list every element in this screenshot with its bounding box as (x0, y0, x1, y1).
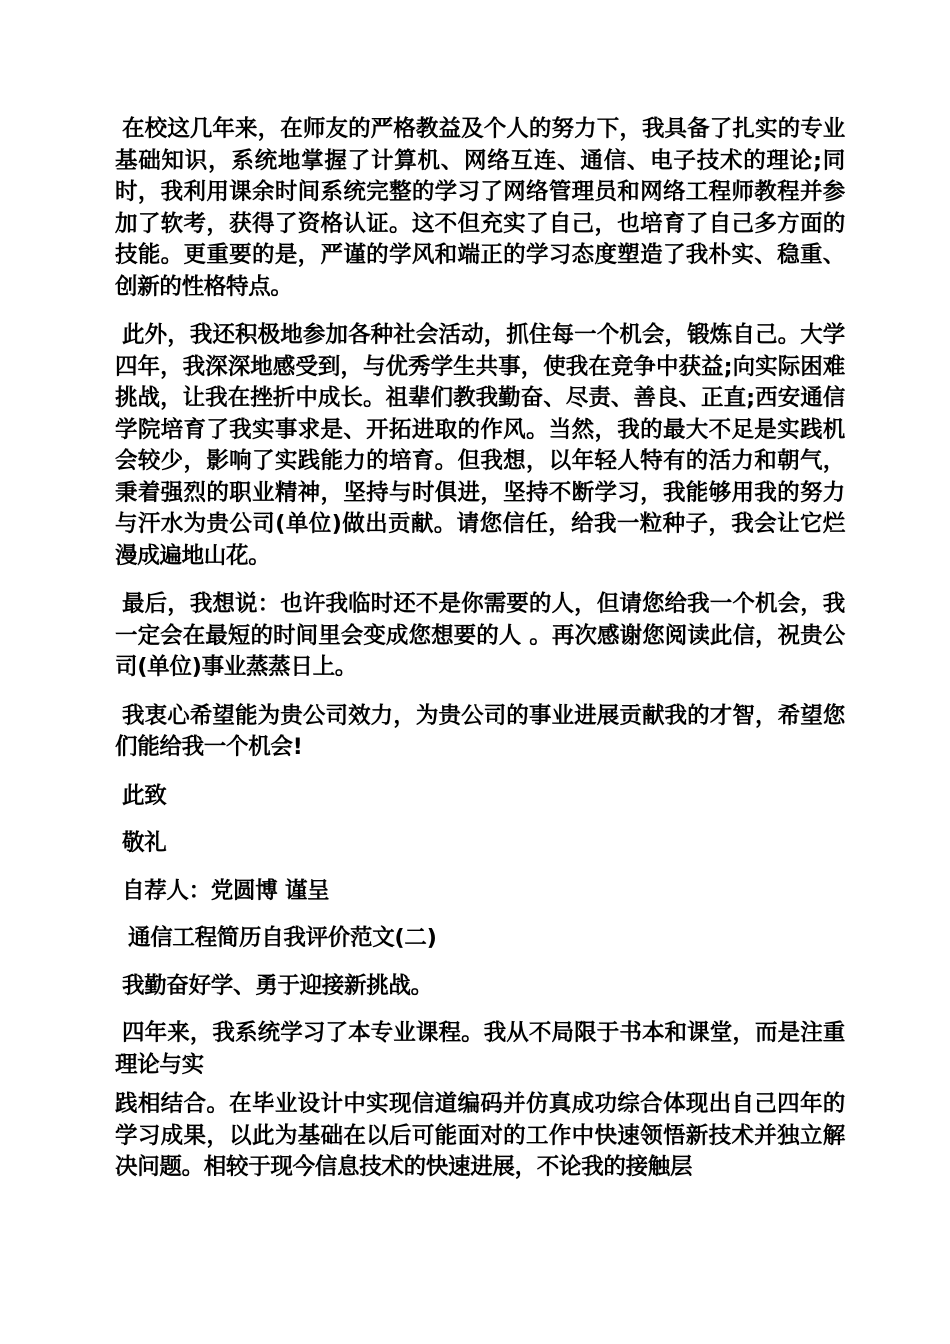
paragraph-diligent: 我勤奋好学、勇于迎接新挑战。 (122, 972, 433, 999)
paragraph-practice: 践相结合。在毕业设计中实现信道编码并仿真成功综合体现出自己四年的学习成果，以此为基础在以后可能面对的工作中快速领悟新技术并独立解决问题。相较于现今信息技术的快速进展，不论我的接触层 (115, 1091, 845, 1180)
salutation-jingli: 敬礼 (122, 830, 167, 856)
section-heading: 通信工程简历自我评价范文(二) (128, 925, 437, 951)
document-body (115, 114, 845, 1201)
paragraph-four-years: 四年来，我系统学习了本专业课程。我从不局限于书本和课堂，而是注重理论与实 (115, 1020, 845, 1078)
signature-line: 自荐人：党圆博 谨呈 (122, 877, 330, 904)
paragraph-hope: 我衷心希望能为贵公司效力，为贵公司的事业进展贡献我的才智，希望您们能给我一个机会! (115, 702, 845, 760)
salutation-cizhi: 此致 (122, 782, 167, 809)
paragraph-school-years: 在校这几年来，在师友的严格教益及个人的努力下，我具备了扎实的专业基础知识，系统地掌握了计算机、网络互连、通信、电子技术的理论;同时，我利用课余时间系统完整的学习了网络管理员和网络工程师教程并参加了软考，获得了资格认证。这不但充实了自己，也培育了自己多方面的技能。更重要的是，严谨的学风和端正的学习态度塑造了我朴实、稳重、创新的性格特点。 (115, 116, 845, 300)
paragraph-closing-thanks: 最后，我想说：也许我临时还不是你需要的人，但请您给我一个机会，我一定会在最短的时间里会变成您想要的人 。再次感谢您阅读此信，祝贵公司(单位)事业蒸蒸日上。 (115, 591, 845, 680)
paragraph-social-activities: 此外，我还积极地参加各种社会活动，抓住每一个机会，锻炼自己。大学四年，我深深地感受到，与优秀学生共事，使我在竞争中获益;向实际困难挑战，让我在挫折中成长。祖辈们教我勤奋、尽责、善良、正直;西安通信学院培育了我实事求是、开拓进取的作风。当然，我的最大不足是实践机会较少，影响了实践能力的培育。但我想，以年轻人特有的活力和朝气，秉着强烈的职业精神，坚持与时俱进，坚持不断学习，我能够用我的努力与汗水为贵公司(单位)做出贡献。请您信任，给我一粒种子，我会让它烂漫成遍地山花。 (115, 322, 845, 569)
